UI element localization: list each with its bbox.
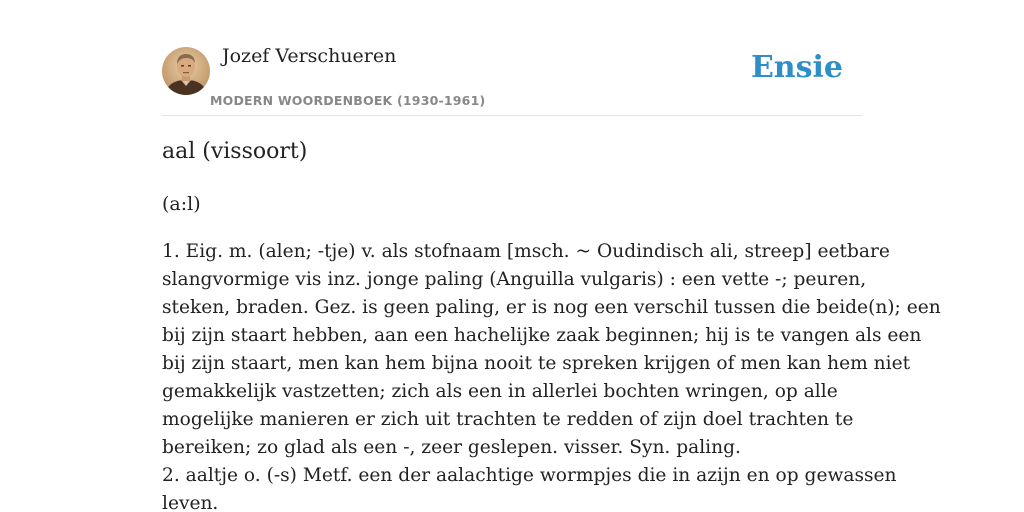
definition-line: leven. (162, 493, 219, 512)
definition-line: steken, braden. Gez. is geen paling, er is nog een verschil tussen die beide(n); een (162, 297, 941, 318)
definition-line: mogelijke manieren er zich uit trachten te redden of zijn doel trachten te (162, 409, 854, 430)
entry-page (162, 0, 941, 512)
header-divider (162, 115, 862, 116)
definition-line: 2. aaltje o. (-s) Metf. een der aalachtige wormpjes die in azijn en op gewassen (162, 465, 897, 486)
definition-line: bij zijn staart hebben, aan een hachelijke zaak beginnen; hij is te vangen als een (162, 325, 922, 346)
definition-line: slangvormige vis inz. jonge paling (Anguilla vulgaris) : een vette -; peuren, (162, 269, 867, 290)
brand-logo[interactable]: Ensie (750, 50, 843, 85)
definition-line: bij zijn staart, men kan hem bijna nooit te spreken krijgen of men kan hem niet (162, 353, 911, 374)
definition-line: bereiken; zo glad als een -, zeer geslepen. visser. Syn. paling. (162, 437, 741, 458)
definition-line: gemakkelijk vastzetten; zich als een in allerlei bochten wringen, op alle (162, 381, 838, 402)
source-dictionary[interactable]: MODERN WOORDENBOEK (1930-1961) (210, 93, 486, 108)
author-portrait-icon (162, 47, 210, 95)
author-avatar[interactable] (162, 47, 210, 95)
author-name[interactable]: Jozef Verschueren (222, 45, 397, 67)
definition-line: 1. Eig. m. (alen; -tje) v. als stofnaam [msch. ~ Oudindisch ali, streep] eetbare (162, 241, 890, 262)
entry-title: aal (vissoort) (162, 139, 308, 164)
entry-pronunciation: (a:l) (162, 193, 201, 215)
entry-definition (162, 238, 941, 512)
